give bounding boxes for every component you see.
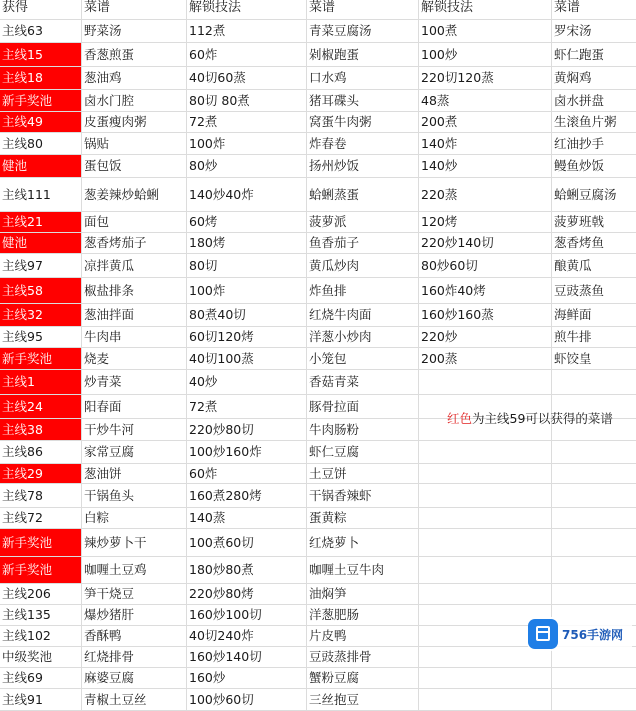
cell-technique-2: 220蒸 <box>419 178 552 211</box>
cell-recipe-2: 土豆饼 <box>307 464 419 483</box>
cell-recipe-1: 蛋包饭 <box>82 155 187 177</box>
cell-recipe-3 <box>552 441 636 463</box>
cell-recipe-1: 牛肉串 <box>82 327 187 347</box>
cell-recipe-2: 红烧萝卜 <box>307 529 419 556</box>
table-row <box>0 557 636 584</box>
cell-recipe-3: 豆豉蒸鱼 <box>554 283 605 298</box>
cell-source: 健池 <box>0 155 82 177</box>
cell-technique-2 <box>419 464 552 483</box>
cell-recipe-2: 虾仁豆腐 <box>307 441 419 463</box>
cell-source: 主线18 <box>0 67 82 89</box>
cell-recipe-1: 阳春面 <box>82 395 187 418</box>
cell-source: 主线95 <box>0 327 82 347</box>
watermark <box>528 617 632 651</box>
cell-recipe-2: 红烧牛肉面 <box>307 304 419 326</box>
cell-recipe-2: 洋葱肥肠 <box>307 605 419 625</box>
cell-technique-2: 160炸40烤 <box>419 278 552 303</box>
table-row <box>0 370 636 395</box>
table-row <box>0 133 636 155</box>
table-header-row <box>0 0 636 20</box>
cell-source: 主线38 <box>0 419 82 440</box>
header-technique-2: 解锁技法 <box>419 0 552 19</box>
cell-recipe-2: 炸春卷 <box>307 133 419 154</box>
cell-technique-1: 112煮 <box>187 20 307 42</box>
cell-recipe-3: 菠萝班戟 <box>554 214 605 229</box>
cell-recipe-1: 炒青菜 <box>82 370 187 394</box>
cell-recipe-1: 干炒牛河 <box>82 419 187 440</box>
cell-technique-2: 220切120蒸 <box>419 67 552 89</box>
table-row <box>0 67 636 90</box>
cell-recipe-2: 干锅香辣虾 <box>307 484 419 507</box>
cell-technique-1: 160炒140切 <box>187 647 307 667</box>
cell-recipe-2: 窝蛋牛肉粥 <box>307 112 419 132</box>
table-row <box>0 278 636 304</box>
cell-recipe-2: 豚骨拉面 <box>307 395 419 418</box>
cell-recipe-3: 虾仁跑蛋 <box>554 47 605 62</box>
table-row <box>0 529 636 557</box>
cell-recipe-1: 干锅鱼头 <box>82 484 187 507</box>
cell-technique-1: 140蒸 <box>187 508 307 528</box>
cell-source: 主线69 <box>0 668 82 688</box>
table-row <box>0 43 636 67</box>
cell-recipe-3: 卤水拼盘 <box>554 93 605 108</box>
cell-recipe-2: 炸鱼排 <box>307 278 419 303</box>
cell-recipe-3: 海鲜面 <box>554 307 592 322</box>
cell-technique-2 <box>419 508 552 528</box>
cell-technique-1: 160炒100切 <box>187 605 307 625</box>
cell-technique-1: 60切120烤 <box>187 327 307 347</box>
cell-recipe-2: 蟹粉豆腐 <box>307 668 419 688</box>
cell-technique-2 <box>419 529 552 556</box>
table-row <box>0 508 636 529</box>
cell-recipe-2: 菠萝派 <box>307 212 419 232</box>
cell-source: 主线91 <box>0 689 82 710</box>
cell-source: 主线111 <box>0 178 82 211</box>
cell-source: 主线15 <box>0 43 82 66</box>
cell-recipe-1: 葱香烤茄子 <box>82 233 187 253</box>
table-row <box>0 90 636 112</box>
cell-recipe-1: 白粽 <box>82 508 187 528</box>
cell-technique-1: 100炒160炸 <box>187 441 307 463</box>
cell-source: 主线102 <box>0 626 82 646</box>
cell-technique-2: 220炒140切 <box>419 233 552 253</box>
cell-technique-2: 48蒸 <box>419 90 552 111</box>
legend-red-word: 红色 <box>447 411 473 426</box>
table-row <box>0 304 636 327</box>
cell-recipe-3 <box>552 529 636 556</box>
cell-recipe-2: 扬州炒饭 <box>307 155 419 177</box>
cell-technique-1: 72煮 <box>187 395 307 418</box>
cell-technique-2 <box>419 370 552 394</box>
cell-source: 主线58 <box>0 278 82 303</box>
cell-recipe-2: 猪耳碟头 <box>307 90 419 111</box>
cell-source: 新手奖池 <box>0 529 82 556</box>
cell-recipe-2: 青菜豆腐汤 <box>307 20 419 42</box>
table-row <box>0 233 636 254</box>
cell-source: 主线32 <box>0 304 82 326</box>
cell-technique-1: 160炒 <box>187 668 307 688</box>
table-row <box>0 20 636 43</box>
cell-recipe-1: 家常豆腐 <box>82 441 187 463</box>
cell-source: 主线97 <box>0 254 82 277</box>
cell-technique-1: 60炸 <box>187 464 307 483</box>
cell-source: 主线80 <box>0 133 82 154</box>
table-row <box>0 464 636 484</box>
cell-technique-1: 180烤 <box>187 233 307 253</box>
cell-source: 主线21 <box>0 212 82 232</box>
cell-recipe-2: 口水鸡 <box>307 67 419 89</box>
cell-source: 主线78 <box>0 484 82 507</box>
cell-source: 主线206 <box>0 584 82 604</box>
cell-technique-2: 220炒 <box>419 327 552 347</box>
cell-recipe-3 <box>552 508 636 528</box>
cell-recipe-2: 香菇青菜 <box>307 370 419 394</box>
cube-icon <box>528 619 558 649</box>
cell-recipe-1: 葱油拌面 <box>82 304 187 326</box>
cell-recipe-1: 葱油鸡 <box>82 67 187 89</box>
cell-recipe-3: 酿黄瓜 <box>554 258 592 273</box>
cell-recipe-1: 卤水门腔 <box>82 90 187 111</box>
cell-recipe-3 <box>552 370 636 394</box>
cell-recipe-1: 凉拌黄瓜 <box>82 254 187 277</box>
cell-source: 新手奖池 <box>0 90 82 111</box>
cell-recipe-3: 黄焖鸡 <box>554 70 592 85</box>
table-row <box>0 441 636 464</box>
cell-recipe-3 <box>552 557 636 583</box>
cell-source: 新手奖池 <box>0 348 82 369</box>
cell-recipe-3: 蛤蜊豆腐汤 <box>554 187 617 202</box>
cell-technique-2 <box>419 584 552 604</box>
cell-recipe-3: 红油抄手 <box>554 136 605 151</box>
cell-technique-1: 72煮 <box>187 112 307 132</box>
cell-source: 主线24 <box>0 395 82 418</box>
cell-technique-1: 40切240炸 <box>187 626 307 646</box>
table-row <box>0 484 636 508</box>
cell-technique-1: 100炸 <box>187 133 307 154</box>
cell-technique-1: 80切 80煮 <box>187 90 307 111</box>
cell-recipe-2: 小笼包 <box>307 348 419 369</box>
cell-recipe-1: 香葱煎蛋 <box>82 43 187 66</box>
cell-technique-1: 220炒80烤 <box>187 584 307 604</box>
cell-recipe-1: 皮蛋瘦肉粥 <box>82 112 187 132</box>
cell-recipe-3: 煎牛排 <box>554 329 592 344</box>
cell-technique-2: 200蒸 <box>419 348 552 369</box>
cell-recipe-2: 蛤蜊蒸蛋 <box>307 178 419 211</box>
cell-recipe-3: 虾饺皇 <box>554 351 592 366</box>
table-row <box>0 212 636 233</box>
cell-recipe-3: 葱香烤鱼 <box>554 235 605 250</box>
cell-technique-2: 120烤 <box>419 212 552 232</box>
cell-recipe-1: 青椒土豆丝 <box>82 689 187 710</box>
table-row <box>0 112 636 133</box>
cell-recipe-2: 三丝抱豆 <box>307 689 419 710</box>
cell-recipe-1: 辣炒萝卜干 <box>82 529 187 556</box>
header-technique-1: 解锁技法 <box>187 0 307 19</box>
cell-technique-2 <box>419 441 552 463</box>
cell-recipe-2: 洋葱小炒肉 <box>307 327 419 347</box>
cell-source: 主线1 <box>0 370 82 394</box>
header-source: 获得 <box>0 0 82 19</box>
cell-technique-2: 100炒 <box>419 43 552 66</box>
cell-technique-1: 60炸 <box>187 43 307 66</box>
cell-technique-1: 40切60蒸 <box>187 67 307 89</box>
legend-text: 为主线59可以获得的菜谱 <box>472 411 613 426</box>
table-row <box>0 348 636 370</box>
cell-recipe-1: 香酥鸭 <box>82 626 187 646</box>
cell-source: 中级奖池 <box>0 647 82 667</box>
cell-recipe-2: 豆豉蒸排骨 <box>307 647 419 667</box>
cell-technique-1: 80切 <box>187 254 307 277</box>
cell-technique-1: 40炒 <box>187 370 307 394</box>
cell-recipe-2: 咖喱土豆牛肉 <box>307 557 419 583</box>
cell-recipe-2: 油焖笋 <box>307 584 419 604</box>
table-row <box>0 584 636 605</box>
cell-technique-1: 60烤 <box>187 212 307 232</box>
cell-source: 新手奖池 <box>0 557 82 583</box>
cell-technique-1: 80煮40切 <box>187 304 307 326</box>
cell-recipe-2: 片皮鸭 <box>307 626 419 646</box>
cell-technique-1: 40切100蒸 <box>187 348 307 369</box>
cell-technique-1: 180炒80煮 <box>187 557 307 583</box>
cell-recipe-3: 罗宋汤 <box>554 23 592 38</box>
cell-recipe-2: 黄瓜炒肉 <box>307 254 419 277</box>
header-recipe-3: 菜谱 <box>554 0 581 15</box>
header-recipe-1: 菜谱 <box>82 0 187 19</box>
cell-recipe-3 <box>552 689 636 710</box>
cell-source: 主线29 <box>0 464 82 483</box>
header-recipe-2: 菜谱 <box>307 0 419 19</box>
cell-source: 主线135 <box>0 605 82 625</box>
cell-technique-2 <box>419 689 552 710</box>
table-row <box>0 155 636 178</box>
cell-recipe-1: 麻婆豆腐 <box>82 668 187 688</box>
cell-recipe-1: 葱姜辣炒蛤蜊 <box>82 178 187 211</box>
table-row <box>0 689 636 711</box>
cell-recipe-1: 咖喱土豆鸡 <box>82 557 187 583</box>
table-row <box>0 668 636 689</box>
cell-technique-1: 160煮280烤 <box>187 484 307 507</box>
cell-recipe-1: 葱油饼 <box>82 464 187 483</box>
cell-technique-2: 140炒 <box>419 155 552 177</box>
cell-recipe-3 <box>552 584 636 604</box>
cell-technique-1: 100炒60切 <box>187 689 307 710</box>
cell-recipe-3 <box>552 464 636 483</box>
cell-recipe-2: 剁椒跑蛋 <box>307 43 419 66</box>
cell-recipe-1: 笋干烧豆 <box>82 584 187 604</box>
watermark-text: 756手游网 <box>562 627 624 642</box>
cell-source: 主线49 <box>0 112 82 132</box>
cell-technique-1: 140炒40炸 <box>187 178 307 211</box>
cell-technique-2: 160炒160蒸 <box>419 304 552 326</box>
cell-technique-1: 100煮60切 <box>187 529 307 556</box>
cell-technique-2 <box>419 668 552 688</box>
cell-recipe-1: 锅贴 <box>82 133 187 154</box>
cell-technique-2: 100煮 <box>419 20 552 42</box>
cell-technique-2: 200煮 <box>419 112 552 132</box>
cell-technique-2: 140炸 <box>419 133 552 154</box>
cell-technique-2 <box>419 557 552 583</box>
cell-technique-1: 100炸 <box>187 278 307 303</box>
cell-recipe-3: 生滚鱼片粥 <box>554 114 617 129</box>
table-row <box>0 327 636 348</box>
cell-technique-1: 80炒 <box>187 155 307 177</box>
cell-recipe-3 <box>552 484 636 507</box>
cell-source: 健池 <box>0 233 82 253</box>
cell-source: 主线72 <box>0 508 82 528</box>
cell-source: 主线63 <box>0 20 82 42</box>
cell-recipe-1: 烧麦 <box>82 348 187 369</box>
cell-recipe-1: 野菜汤 <box>82 20 187 42</box>
cell-technique-2 <box>419 484 552 507</box>
cell-technique-2: 80炒60切 <box>419 254 552 277</box>
cell-technique-1: 220炒80切 <box>187 419 307 440</box>
cell-recipe-3: 鳗鱼炒饭 <box>554 158 605 173</box>
legend-note <box>447 409 613 427</box>
table-row <box>0 254 636 278</box>
table-row <box>0 178 636 212</box>
cell-recipe-1: 红烧排骨 <box>82 647 187 667</box>
cell-recipe-2: 鱼香茄子 <box>307 233 419 253</box>
cell-recipe-3 <box>552 668 636 688</box>
cell-recipe-1: 爆炒猪肝 <box>82 605 187 625</box>
cell-recipe-2: 牛肉肠粉 <box>307 419 419 440</box>
cell-recipe-2: 蛋黄粽 <box>307 508 419 528</box>
cell-recipe-1: 面包 <box>82 212 187 232</box>
cell-recipe-1: 椒盐排条 <box>82 278 187 303</box>
cell-source: 主线86 <box>0 441 82 463</box>
